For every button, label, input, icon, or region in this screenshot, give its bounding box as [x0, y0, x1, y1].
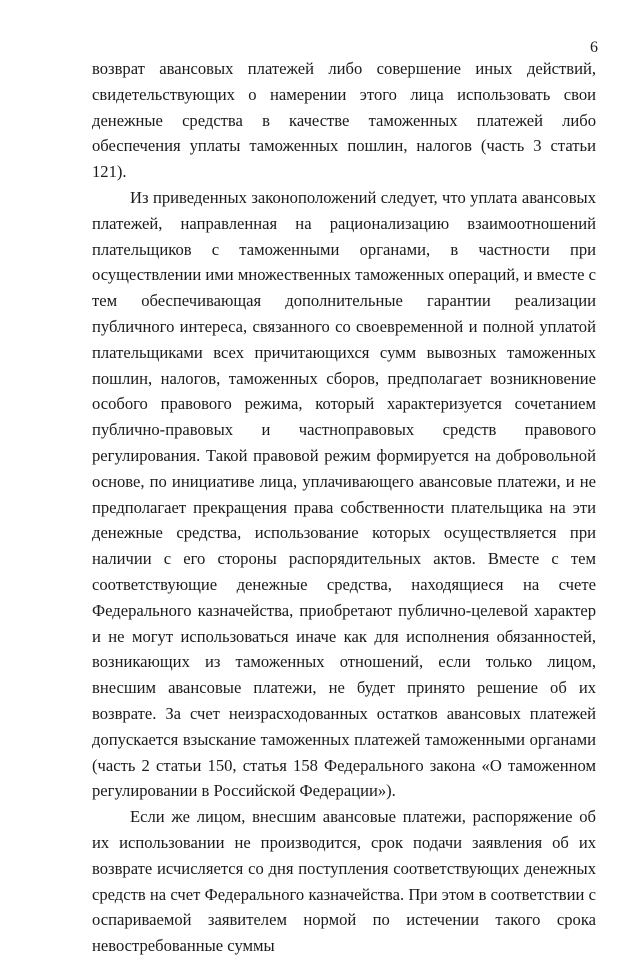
document-body — [92, 56, 596, 959]
paragraph-3: Если же лицом, внесшим авансовые платежи, распоряжение об их использовании не производится, срок подачи заявления об их возврате исчисляется со дня поступления соответствующих денежных средств на счет Федерального казначейства. При этом в соответствии с оспариваемой заявителем нормой по истечении такого срока невостребованные суммы — [92, 807, 596, 956]
paragraph-1: возврат авансовых платежей либо совершение иных действий, свидетельствующих о намерении этого лица использовать свои денежные средства в качестве таможенных платежей либо обеспечения уплаты таможенных пошлин, налогов (часть 3 статьи 121). — [92, 59, 596, 182]
page-number: 6 — [590, 39, 598, 56]
paragraph-2: Из приведенных законоположений следует, что уплата авансовых платежей, направленная на рационализацию взаимоотношений плательщиков с таможенными органами, в частности при осуществлении ими множественных таможенных операций, и вместе с тем обеспечивающая дополнительные гарантии реализации публичного интереса, связанного со своевременной и полной уплатой плательщиками всех причитающихся сумм вывозных таможенных пошлин, налогов, таможенных сборов, предполагает возникновение особого правового режима, который характеризуется сочетанием публично-правовых и частноправовых средств правового регулирования. Такой правовой режим формируется на добровольной основе, по инициативе лица, уплачивающего авансовые платежи, и не предполагает прекращения права собственности плательщика на эти денежные средства, использование которых осуществляется при наличии с его стороны распорядительных актов. Вместе с тем соответствующие денежные средства, находящиеся на счете Федерального казначейства, приобретают публично-целевой характер и не могут использоваться иначе как для исполнения обязанностей, возникающих из таможенных отношений, если только лицом, внесшим авансовые платежи, не будет принято решение об их возврате. За счет неизрасходованных остатков авансовых платежей допускается взыскание таможенных платежей таможенными органами (часть 2 статьи 150, статья 158 Федерального закона «О таможенном регулировании в Российской Федерации»). — [92, 187, 596, 801]
